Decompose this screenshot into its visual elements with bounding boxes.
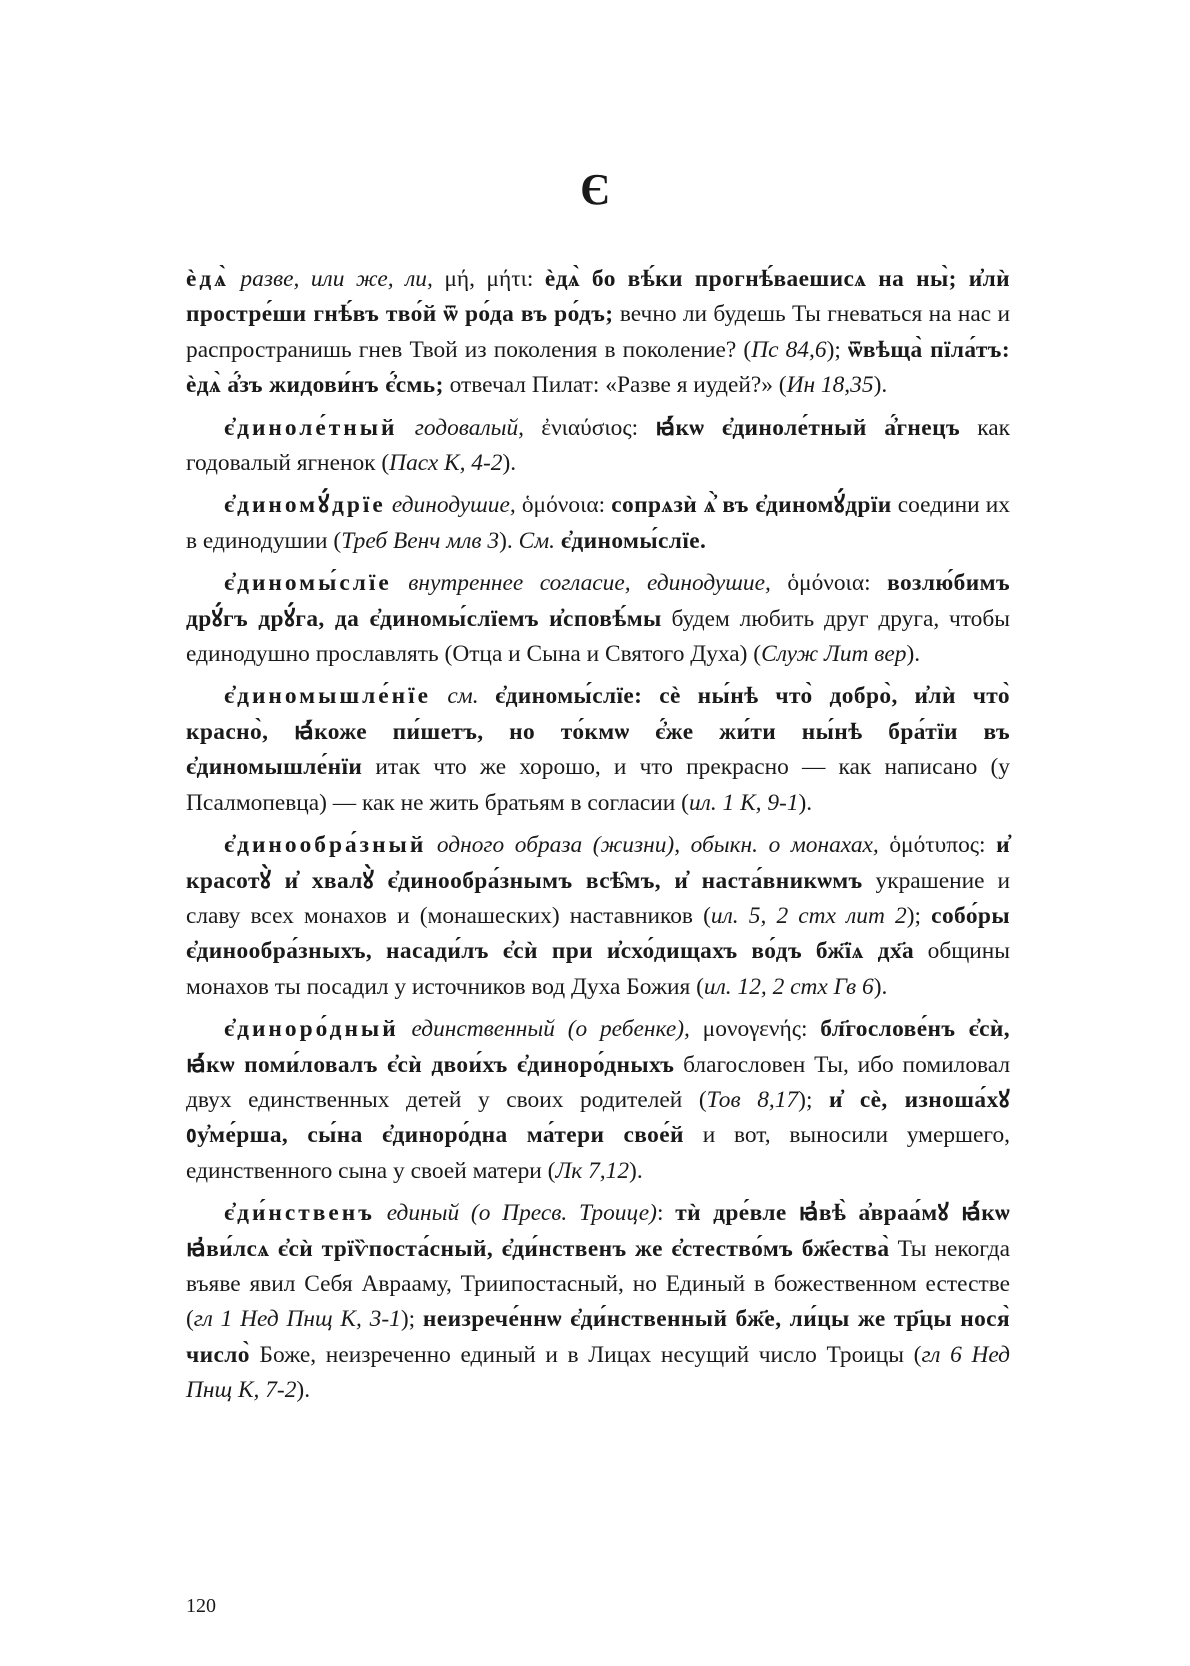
entry-text: ). (798, 789, 813, 816)
church-slavonic-quote: ѿвѣща̀ пїла́тъ: ѐдѧ̀ а҆́зъ жидови́нъ є҆́смь; (186, 336, 1011, 399)
entry-text: ). (629, 1157, 643, 1184)
entry-italic-text: Пасх К, 4-2 (389, 450, 503, 477)
entry-text: μή, μήτι: (432, 266, 545, 292)
church-slavonic-quote: возлю́бимъ дрꙋ́гъ дрꙋ́га, да є҆диномы́слїемъ и҆сповѣ́мы (186, 570, 1010, 632)
church-slavonic-quote: собо́ры є҆динообра́зныхъ, насади́лъ є҆сѝ при и҆схо́дищахъ во́дъ бж҃їѧ дх҃а (186, 902, 1010, 965)
dictionary-entries (186, 262, 1010, 1416)
dictionary-entry (186, 679, 1010, 821)
entry-headword: є҆диноро́дный (224, 1016, 399, 1043)
entry-spacer (426, 832, 437, 858)
entry-italic-text: ил. 12, 2 стх Гв 6 (703, 973, 874, 1000)
entry-headword: є҆диномꙋ́дрїе (224, 492, 386, 519)
entry-text (479, 683, 495, 709)
entry-italic-text: разве, или же, ли, (240, 266, 433, 292)
entry-text: ). (906, 641, 921, 668)
entry-text: ὁμότυπος: (878, 832, 997, 859)
entry-italic-text: Пс 84,6 (751, 336, 827, 363)
entry-italic-text: внутреннее согласие, единодушие, (408, 570, 771, 597)
entry-italic-text: см. (447, 683, 479, 710)
entry-spacer (392, 570, 408, 596)
entry-italic-text: единый (о Пресв. Троице) (386, 1200, 657, 1227)
entry-text: Ты некогда въяве явил Себя Аврааму, Триипостасный, но Единый в божественном естестве ( (186, 1235, 1010, 1333)
entry-italic-text: Треб Венч млв 3 (341, 527, 500, 554)
entry-headword: є҆диномы́слїе (224, 570, 392, 597)
entry-text: и вот, выносили умершего, единственного сына у своей матери ( (186, 1122, 1010, 1184)
dictionary-entry (186, 566, 1010, 672)
church-slavonic-quote: неизрече́ннѡ є҆ди́нственный бж҃е, ли́цы же тр҃цы нося̀ число̀ (186, 1306, 1011, 1368)
entry-italic-text: единодушие, (391, 492, 516, 519)
page-number: 120 (186, 1595, 216, 1617)
entry-headword: є҆диноле́тный (224, 414, 398, 441)
entry-headword: є҆диномышле́нїе (224, 683, 431, 710)
entry-spacer (431, 683, 447, 709)
entry-spacer (398, 415, 415, 441)
entry-italic-text: ил. 5, 2 стх лит 2 (710, 902, 907, 929)
dictionary-entry (186, 488, 1010, 559)
entry-italic-text: См. (518, 527, 556, 554)
entry-text: отвечал Пилат: «Разве я иудей?» ( (443, 372, 787, 399)
entry-text: : (656, 1200, 676, 1227)
entry-text: ); (826, 336, 848, 363)
entry-text: украшение и славу всех монахов и (монашеских) наставников ( (186, 867, 1010, 929)
entry-italic-text: Служ Лит вер (761, 641, 907, 668)
section-letter-heading: Є (580, 165, 610, 214)
entry-text: Боже, неизреченно единый и в Лицах несущий число Троицы ( (249, 1341, 922, 1368)
dictionary-entry (186, 828, 1010, 1005)
entry-text: ). (873, 973, 888, 1000)
church-slavonic-quote: ѐдѧ̀ бо вѣ́ки прогнѣ́ваешисѧ на ны̀; и҆лѝ простре́ши гнѣ́въ тво́й ѿ ро́да въ ро́дъ; (186, 266, 1010, 328)
entry-text: соедини их в единодушии ( (186, 492, 1010, 554)
church-slavonic-quote: бл҃гослове́нъ є҆сѝ, ꙗ҆́кѡ поми́ловалъ є҆сѝ двои́хъ є҆диноро́дныхъ (186, 1016, 1011, 1078)
entry-italic-text: ил. 1 К, 9-1 (688, 789, 799, 816)
church-slavonic-quote: сопрѧзѝ ѧ҆̀ въ є҆диномꙋ́дрїи (611, 492, 892, 519)
entry-italic-text: единственный (о ребенке), (411, 1016, 690, 1043)
entry-text: ). (873, 372, 888, 399)
entry-text: μονογενής: (689, 1016, 821, 1043)
entry-text: итак что же хорошо, и что прекрасно — как написано (у Псалмопевца) — как не жить братьям в согласии ( (186, 754, 1010, 816)
entry-text: ); (400, 1306, 423, 1333)
church-slavonic-quote: є҆диномы́слїе. (560, 527, 707, 554)
entry-text: как годовалый ягненок ( (186, 414, 1010, 477)
church-slavonic-quote: тѝ дре́вле ꙗ҆вѣ̀ а҆враа́мꙋ ꙗ҆́кѡ ꙗ҆ви́лсѧ є҆сѝ трїѷпоста́сный, є҆ди́нственъ же є҆стество́мъ бж҃ества̀ (186, 1200, 1010, 1262)
entry-text: ἐνιαύσιος: (524, 414, 656, 441)
entry-headword: є҆ди́нственъ (224, 1200, 375, 1227)
entry-text: ). (296, 1377, 311, 1404)
dictionary-entry (186, 1012, 1010, 1189)
entry-text: будем любить друг друга, чтобы единодушно прославлять (Отца и Сына и Святого Духа) ( (186, 605, 1010, 668)
entry-italic-text: гл 1 Нед Пнщ К, 3-1 (193, 1306, 401, 1333)
entry-italic-text: одного образа (жизни), обыкн. о монахах, (436, 832, 879, 859)
church-slavonic-quote: ꙗ҆́кѡ є҆диноле́тный а҆́гнецъ (655, 414, 961, 441)
entry-text: вечно ли будешь Ты гневаться на нас и распространишь гнев Твой из поколения в поколение? ( (186, 301, 1011, 363)
entry-text: ὁμόνοια: (770, 570, 888, 597)
entry-text: ). (499, 527, 519, 554)
entry-italic-text: годовалый, (414, 414, 525, 441)
entry-text: ); (906, 902, 932, 929)
dictionary-entry (186, 411, 1010, 482)
entry-italic-text: Лк 7,12 (555, 1157, 630, 1184)
church-slavonic-quote: є҆диномы́слїе: сѐ ны́нѣ что̀ добро̀, и҆лѝ что̀ красно̀, ꙗ҆́коже пи́шетъ, но то́кмѡ є҆́же жи́ти ны́нѣ бра́тїи въ є҆диномышле́нїи (186, 683, 1010, 781)
dictionary-entry (186, 262, 1010, 404)
church-slavonic-quote: и҆ сѐ, изноша́хꙋ ᲂу҆ме́рша, сы́на є҆диноро́дна ма́тери свое́й (186, 1086, 1010, 1149)
entry-text: ); (798, 1086, 830, 1113)
entry-italic-text: Тов 8,17 (706, 1086, 799, 1113)
entry-text: ὁμόνοια: (515, 492, 612, 519)
entry-headword: є҆динообра́зный (224, 832, 427, 859)
church-slavonic-quote: и҆ красотꙋ̀ и҆ хвалꙋ̀ є҆динообра́знымъ всѣ̑мъ, и҆ наста́вникѡмъ (186, 832, 1010, 894)
entry-text: ). (502, 450, 517, 477)
entry-italic-text: гл 6 Нед Пнщ К, 7-2 (186, 1341, 1010, 1404)
entry-italic-text: Ин 18,35 (786, 372, 874, 399)
entry-headword: ѐдѧ̀ (186, 266, 229, 292)
entry-spacer (399, 1016, 412, 1042)
entry-text: благословен Ты, ибо помиловал двух единственных детей у своих родителей ( (186, 1051, 1011, 1113)
entry-spacer (229, 266, 241, 292)
entry-spacer (375, 1200, 387, 1226)
dictionary-entry (186, 1196, 1010, 1408)
entry-text: общины монахов ты посадил у источников вод Духа Божия ( (186, 938, 1010, 1000)
